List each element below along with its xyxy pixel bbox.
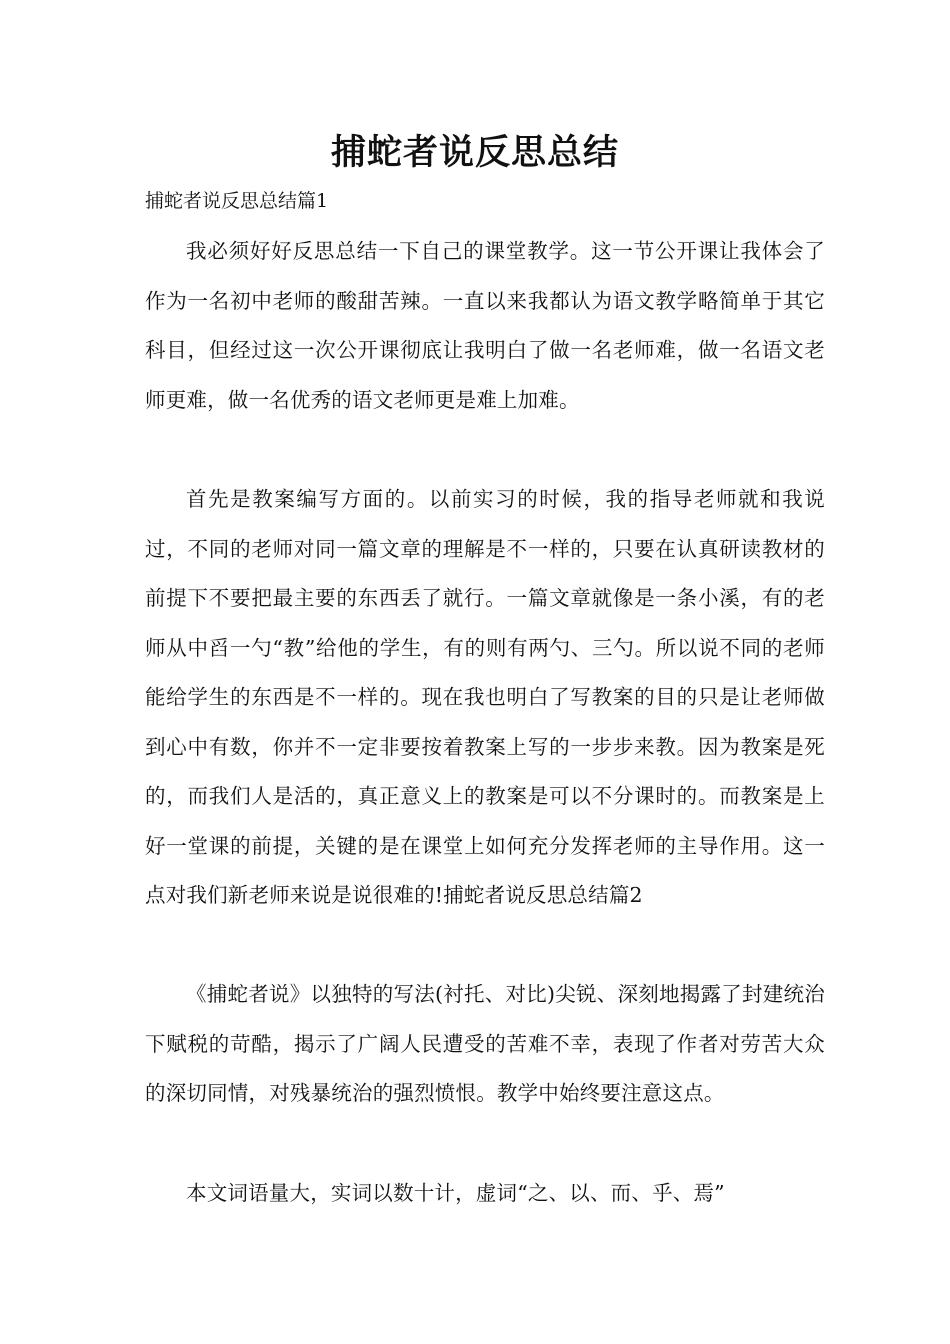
paragraph-4: 本文词语量大，实词以数十计，虚词“之、以、而、乎、焉” [186,1181,725,1205]
section-heading: 捕蛇者说反思总结篇1 [145,190,329,212]
paragraph-2: 首先是教案编写方面的。以前实习的时候，我的指导老师就和我说过，不同的老师对同一篇文章的理解是不一样的，只要在认真研读教材的前提下不要把最主要的东西丢了就行。一篇文章就像是一条小溪，有的老师从中舀一勺“教”给他的学生，有的则有两勺、三勺。所以说不同的老师能给学生的东西是不一样的。现在我也明白了写教案的目的只是让老师做到心中有数，你并不一定非要按着教案上写的一步步来教。因为教案是死的，而我们人是活的，真正意义上的教案是可以不分课时的。而教案是上好一堂课的前提，关键的是在课堂上如何充分发挥老师的主导作用。这一点对我们新老师来说是说很难的!捕蛇者说反思总结篇2 [145,487,825,907]
paragraph-1: 我必须好好反思总结一下自己的课堂教学。这一节公开课让我体会了作为一名初中老师的酸甜苦辣。一直以来我都认为语文教学略简单于其它科目，但经过这一次公开课彻底让我明白了做一名老师难，做一名语文老师更难，做一名优秀的语文老师更是难上加难。 [145,239,825,412]
paragraph-3: 《捕蛇者说》以独特的写法(衬托、对比)尖锐、深刻地揭露了封建统治下赋税的苛酷，揭示了广阔人民遭受的苦难不幸，表现了作者对劳苦大众的深切同情，对残暴统治的强烈愤恨。教学中始终要注意这点。 [145,982,825,1105]
document-title: 捕蛇者说反思总结 [330,133,619,173]
